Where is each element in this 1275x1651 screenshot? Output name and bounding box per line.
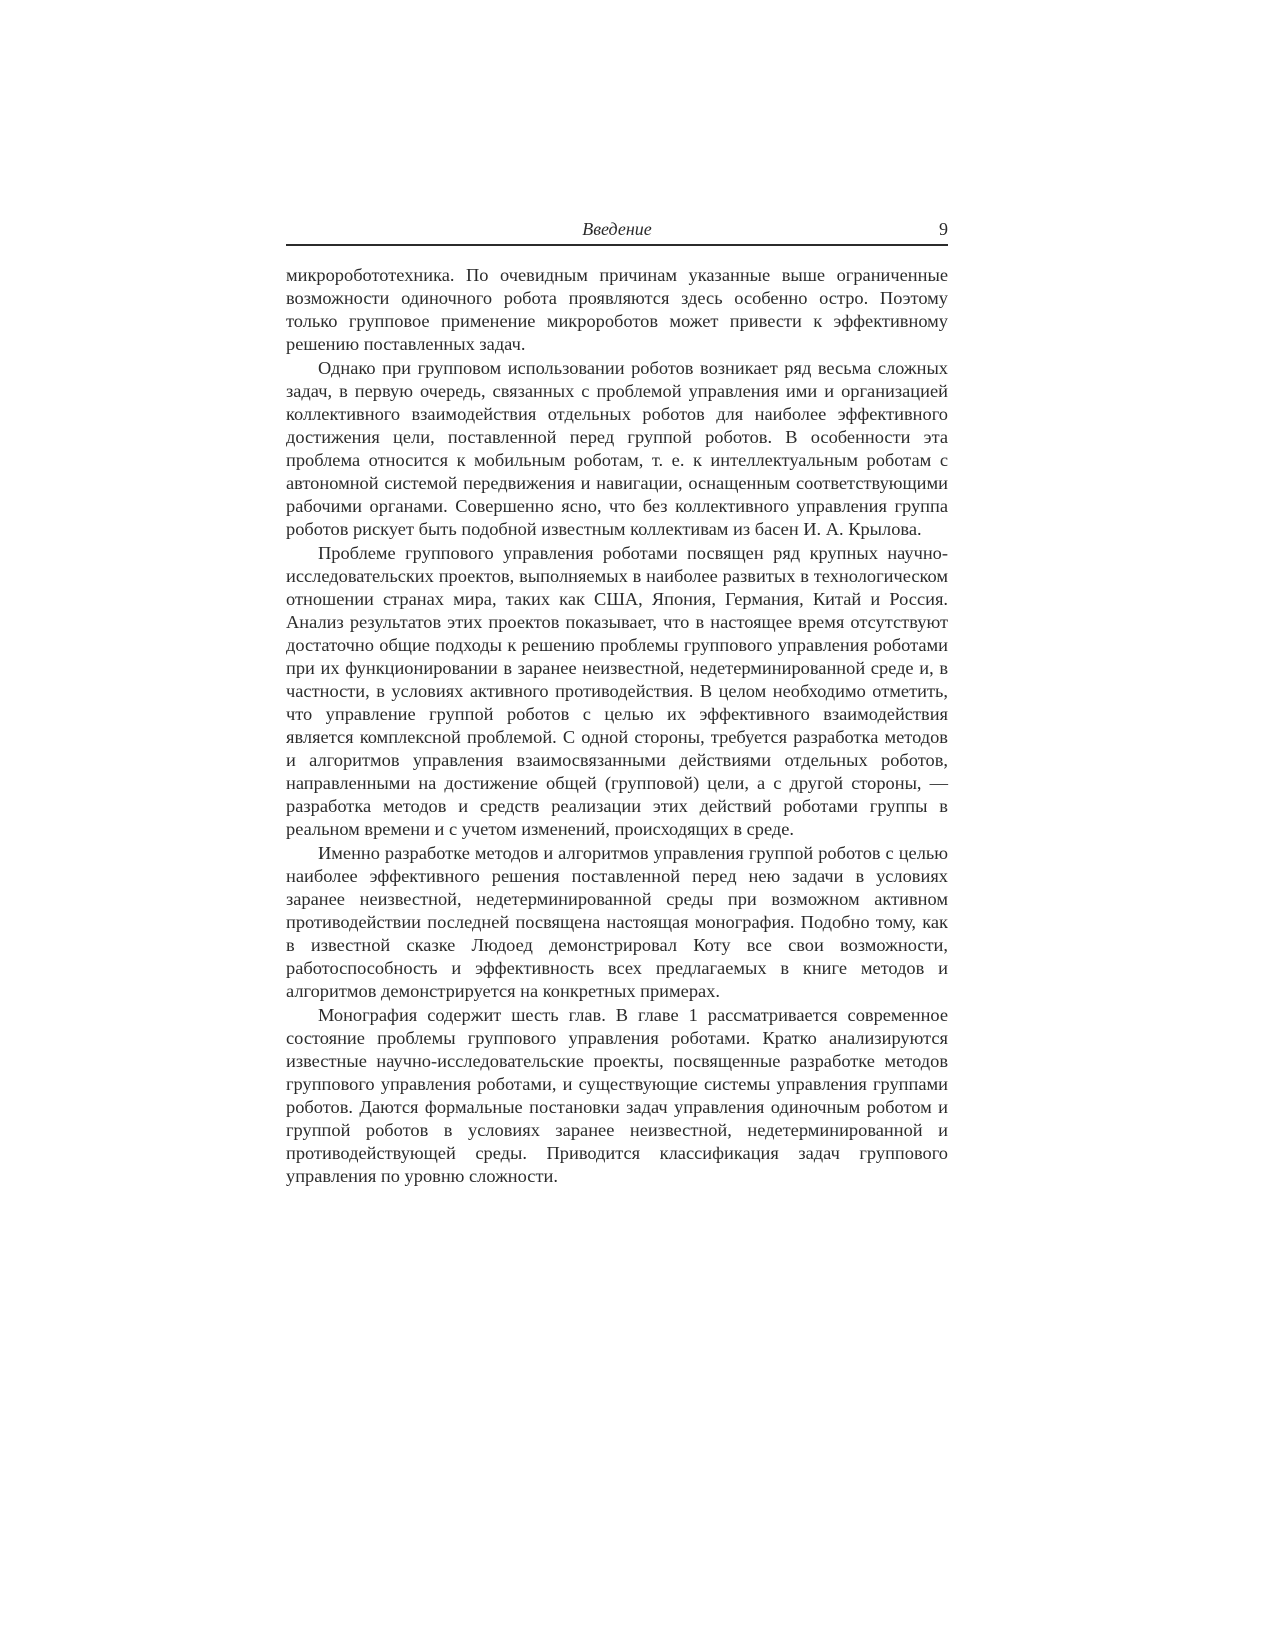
paragraph: Проблеме группового управления роботами посвящен ряд крупных научно-исследовательских проектов, выполняемых в наиболее развитых в технологическом отношении странах мира, таких как США, Япония, Германия, Китай и Россия. Анализ результатов этих проектов показывает, что в настоящее время отсутствуют достаточно общие подходы к решению проблемы группового управления роботами при их функционировании в заранее неизвестной, недетерминированной среде и, в частности, в условиях активного противодействия. В целом необходимо отметить, что управление группой роботов с целью их эффективного взаимодействия является комплексной проблемой. С одной стороны, требуется разработка методов и алгоритмов управления взаимосвязанными действиями отдельных роботов, направленными на достижение общей (групповой) цели, а с другой стороны, — разработка методов и средств реализации этих действий роботами группы в реальном времени и с учетом изменений, происходящих в среде. — [286, 543, 948, 839]
running-title: Введение — [582, 219, 652, 239]
page-number: 9 — [939, 219, 948, 239]
paragraph: Однако при групповом использовании роботов возникает ряд весьма сложных задач, в первую очередь, связанных с проблемой управления ими и организацией коллективного взаимодействия отдельных роботов для наиболее эффективного достижения цели, поставленной перед группой роботов. В особенности эта проблема относится к мобильным роботам, т. е. к интеллектуальным роботам с автономной системой передвижения и навигации, оснащенным соответствующими рабочими органами. Совершенно ясно, что без коллективного управления группа роботов рискует быть подобной известным коллективам из басен И. А. Крылова. — [286, 358, 948, 539]
body-text — [286, 264, 948, 1189]
paragraph: Именно разработке методов и алгоритмов управления группой роботов с целью наиболее эффективного решения поставленной перед нею задачи в условиях заранее неизвестной, недетерминированной среды при возможном активном противодействии последней посвящена настоящая монография. Подобно тому, как в известной сказке Людоед демонстрировал Коту все свои возможности, работоспособность и эффективность всех предлагаемых в книге методов и алгоритмов демонстрируется на конкретных примерах. — [286, 843, 948, 1001]
page-header — [286, 218, 948, 246]
paragraph: Монография содержит шесть глав. В главе 1 рассматривается современное состояние проблемы группового управления роботами. Кратко анализируются известные научно-исследовательские проекты, посвященные разработке методов группового управления роботами, и существующие системы управления группами роботов. Даются формальные постановки задач управления одиночным роботом и группой роботов в условиях заранее неизвестной, недетерминированной и противодействующей среды. Приводится классификация задач группового управления по уровню сложности. — [286, 1005, 948, 1186]
paragraph: микроробототехника. По очевидным причинам указанные выше ограниченные возможности одиночного робота проявляются здесь особенно остро. Поэтому только групповое применение микророботов может привести к эффективному решению поставленных задач. — [286, 265, 948, 354]
